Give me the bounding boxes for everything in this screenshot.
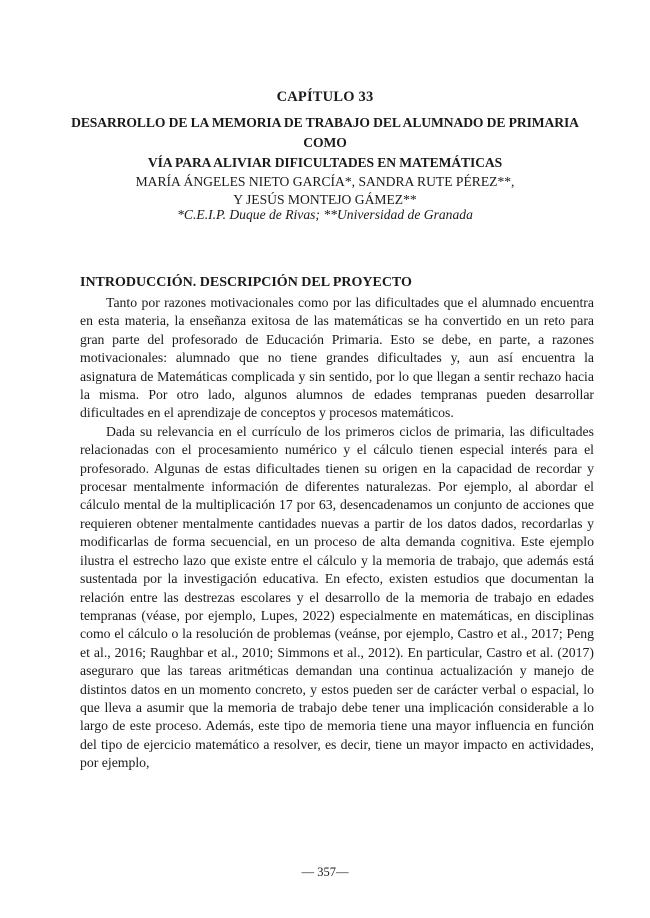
chapter-label: CAPÍTULO 33 — [276, 89, 374, 105]
chapter-title-line-1: DESARROLLO DE LA MEMORIA DE TRABAJO DEL ALUMNADO DE PRIMARIA COMO — [71, 115, 579, 150]
affiliation: *C.E.I.P. Duque de Rivas; **Universidad de Granada — [177, 207, 473, 222]
chapter-title — [60, 113, 590, 173]
body-text — [80, 294, 594, 773]
section-heading: INTRODUCCIÓN. DESCRIPCIÓN DEL PROYECTO — [80, 275, 412, 290]
chapter-title-line-2: VÍA PARA ALIVIAR DIFICULTADES EN MATEMÁTICAS — [147, 155, 503, 170]
authors — [0, 173, 650, 208]
authors-line-2: Y JESÚS MONTEJO GÁMEZ** — [233, 191, 417, 207]
paragraph: Tanto por razones motivacionales como por las dificultades que el alumnado encuentra en esta materia, la enseñanza exitosa de las matemáticas se ha convertido en un reto para gran parte del profesorado de Educación Primaria. Esto se debe, en parte, a razones motivacionales: alumnado que no tiene grandes dificultades y, aun así encuentra la asignatura de Matemáticas complicada y sin sentido, por lo que llegan a sentir rechazo hacia la misma. Por otro lado, algunos alumnos de edades tempranas pueden desarrollar dificultades en el aprendizaje de conceptos y procesos matemáticos. — [80, 295, 594, 421]
authors-line-1: MARÍA ÁNGELES NIETO GARCÍA*, SANDRA RUTE PÉREZ**, — [135, 174, 515, 189]
page-number: — 357— — [301, 865, 349, 879]
paragraph: Dada su relevancia en el currículo de los primeros ciclos de primaria, las dificultades relacionadas con el procesamiento numérico y el cálculo tienen especial interés para el profesorado. Algunas de estas dificultades tienen su origen en la capacidad de recordar y procesar mentalmente información de diferentes naturalezas. Por ejemplo, al abordar el cálculo mental de la multiplicación 17 por 63, desencadenamos un conjunto de acciones que requieren obtener mentalmente cantidades nuevas a partir de los datos dados, recordarlas y modificarlas de forma secuencial, en un proceso de alta demanda cognitiva. Este ejemplo ilustra el estrecho lazo que existe entre el cálculo y la memoria de trabajo, que además está sustentada por la investigación educativa. En efecto, existen estudios que documentan la relación entre las destrezas escolares y el desarrollo de la memoria de trabajo en edades tempranas (véase, por ejemplo, Lupes, 2022) especialmente en matemáticas, en disciplinas como el cálculo o la resolución de problemas (veánse, por ejemplo, Castro et al., 2017; Peng et al., 2016; Raughbar et al., 2010; Simmons et al., 2012). En particular, Castro et al. (2017) aseguraro que las tareas aritméticas demandan una continua actualización y manejo de distintos datos en un momento concreto, y estos pueden ser de carácter verbal o espacial, lo que lleva a asumir que la memoria de trabajo debe tener una implicación considerable a lo largo de este proceso. Además, este tipo de memoria tiene una mayor influencia en función del tipo de ejercicio matemático a resolver, es decir, tiene un mayor impacto en actividades, por ejemplo, — [80, 423, 594, 771]
